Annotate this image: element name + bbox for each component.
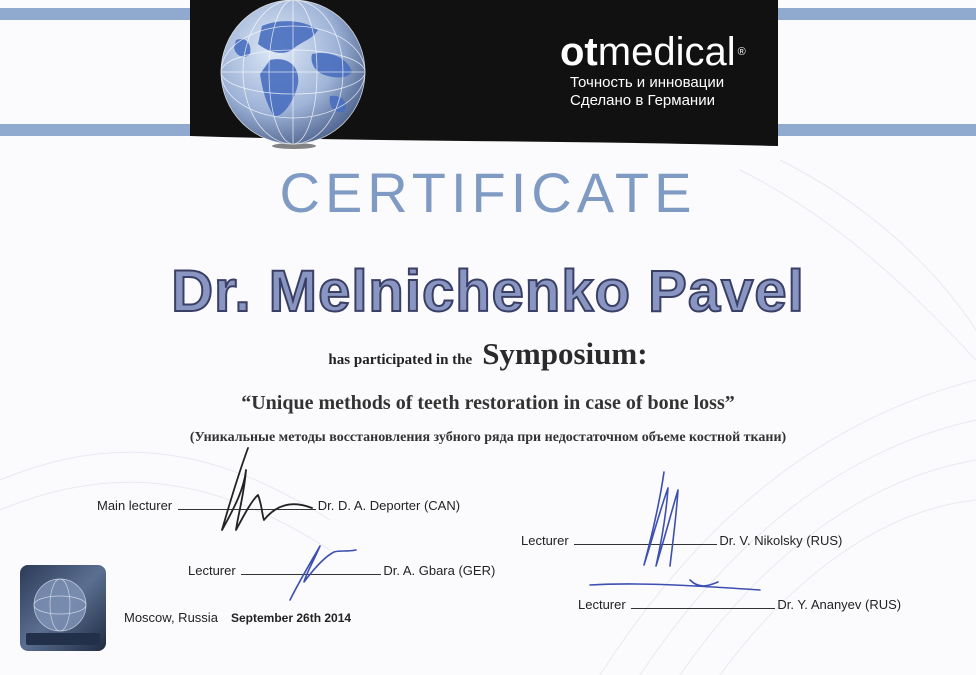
signature-role: Lecturer (521, 533, 569, 548)
brand-logo-ot: ot (560, 30, 598, 74)
signature-line (178, 508, 316, 510)
brand-logo (560, 30, 746, 74)
participation-line (0, 336, 976, 372)
signature-main-lecturer (97, 498, 460, 513)
recipient-name: Dr. Melnichenko Pavel (171, 259, 805, 324)
header-banner (0, 0, 976, 150)
signature-role: Lecturer (188, 563, 236, 578)
signature-lecturer-ananyev (578, 597, 901, 612)
date: September 26th 2014 (231, 611, 352, 625)
registered-mark: ® (737, 46, 746, 58)
brand-logo-medical: medical (597, 30, 736, 74)
signature-role: Lecturer (578, 597, 626, 612)
globe-icon (221, 0, 365, 144)
certificate-title: CERTIFICATE (279, 161, 697, 224)
brand-tagline-2: Сделано в Германии (570, 92, 715, 109)
signature-lecturer-gbara (188, 563, 495, 578)
participated-text: has participated in the (328, 352, 473, 368)
brand-block (560, 30, 746, 110)
signature-person: Dr. D. A. Deporter (CAN) (317, 498, 461, 513)
signature-line (631, 607, 775, 609)
signature-person: Dr. A. Gbara (GER) (383, 563, 496, 578)
brand-tagline-1: Точность и инновации (570, 74, 725, 91)
signature-role: Main lecturer (97, 498, 173, 513)
topic-english: “Unique methods of teeth restoration in case of bone loss” (241, 392, 735, 414)
signature-lecturer-nikolsky (521, 533, 842, 548)
signature-line (241, 573, 381, 575)
topic-russian: (Уникальные методы восстановления зубного ряда при недостаточном объеме костной ткани) (189, 430, 787, 445)
hologram-seal (20, 565, 106, 651)
signature-line (574, 543, 717, 545)
signature-person: Dr. Y. Ananyev (RUS) (777, 597, 902, 612)
signature-person: Dr. V. Nikolsky (RUS) (719, 533, 843, 548)
event-type: Symposium: (482, 336, 648, 371)
place: Moscow, Russia (124, 610, 218, 625)
